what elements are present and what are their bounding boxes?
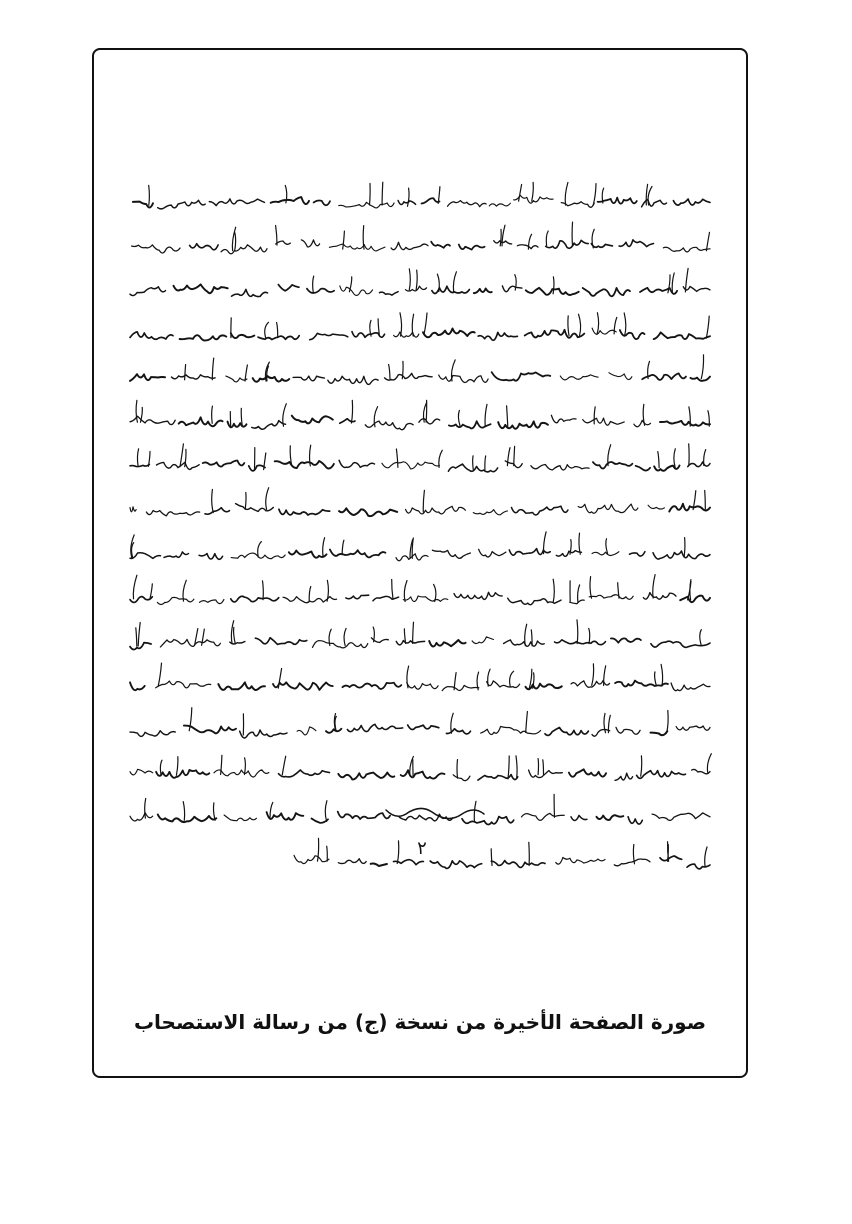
manuscript-line [130, 313, 710, 341]
manuscript-line [294, 838, 710, 868]
manuscript-line [130, 444, 710, 472]
manuscript-line [130, 794, 710, 824]
manuscript-line [130, 268, 710, 296]
manuscript-line [130, 400, 710, 429]
handwritten-manuscript-text [124, 178, 720, 898]
figure-caption: صورة الصفحة الأخيرة من نسخة (ج) من رسالة الاستصحاب [133, 1010, 707, 1034]
manuscript-line [132, 222, 710, 254]
manuscript-line [130, 488, 710, 516]
manuscript-line [130, 708, 710, 738]
manuscript-image [124, 178, 720, 898]
manuscript-line [130, 663, 710, 691]
manuscript-line [130, 754, 711, 781]
manuscript-line [130, 532, 710, 561]
manuscript-line [130, 620, 710, 650]
manuscript-line [130, 355, 710, 385]
manuscript-line [130, 575, 710, 605]
closing-signature [386, 808, 484, 818]
page-frame [92, 48, 748, 1078]
manuscript-page-number: ٢ [417, 838, 427, 859]
manuscript-line [133, 182, 710, 209]
